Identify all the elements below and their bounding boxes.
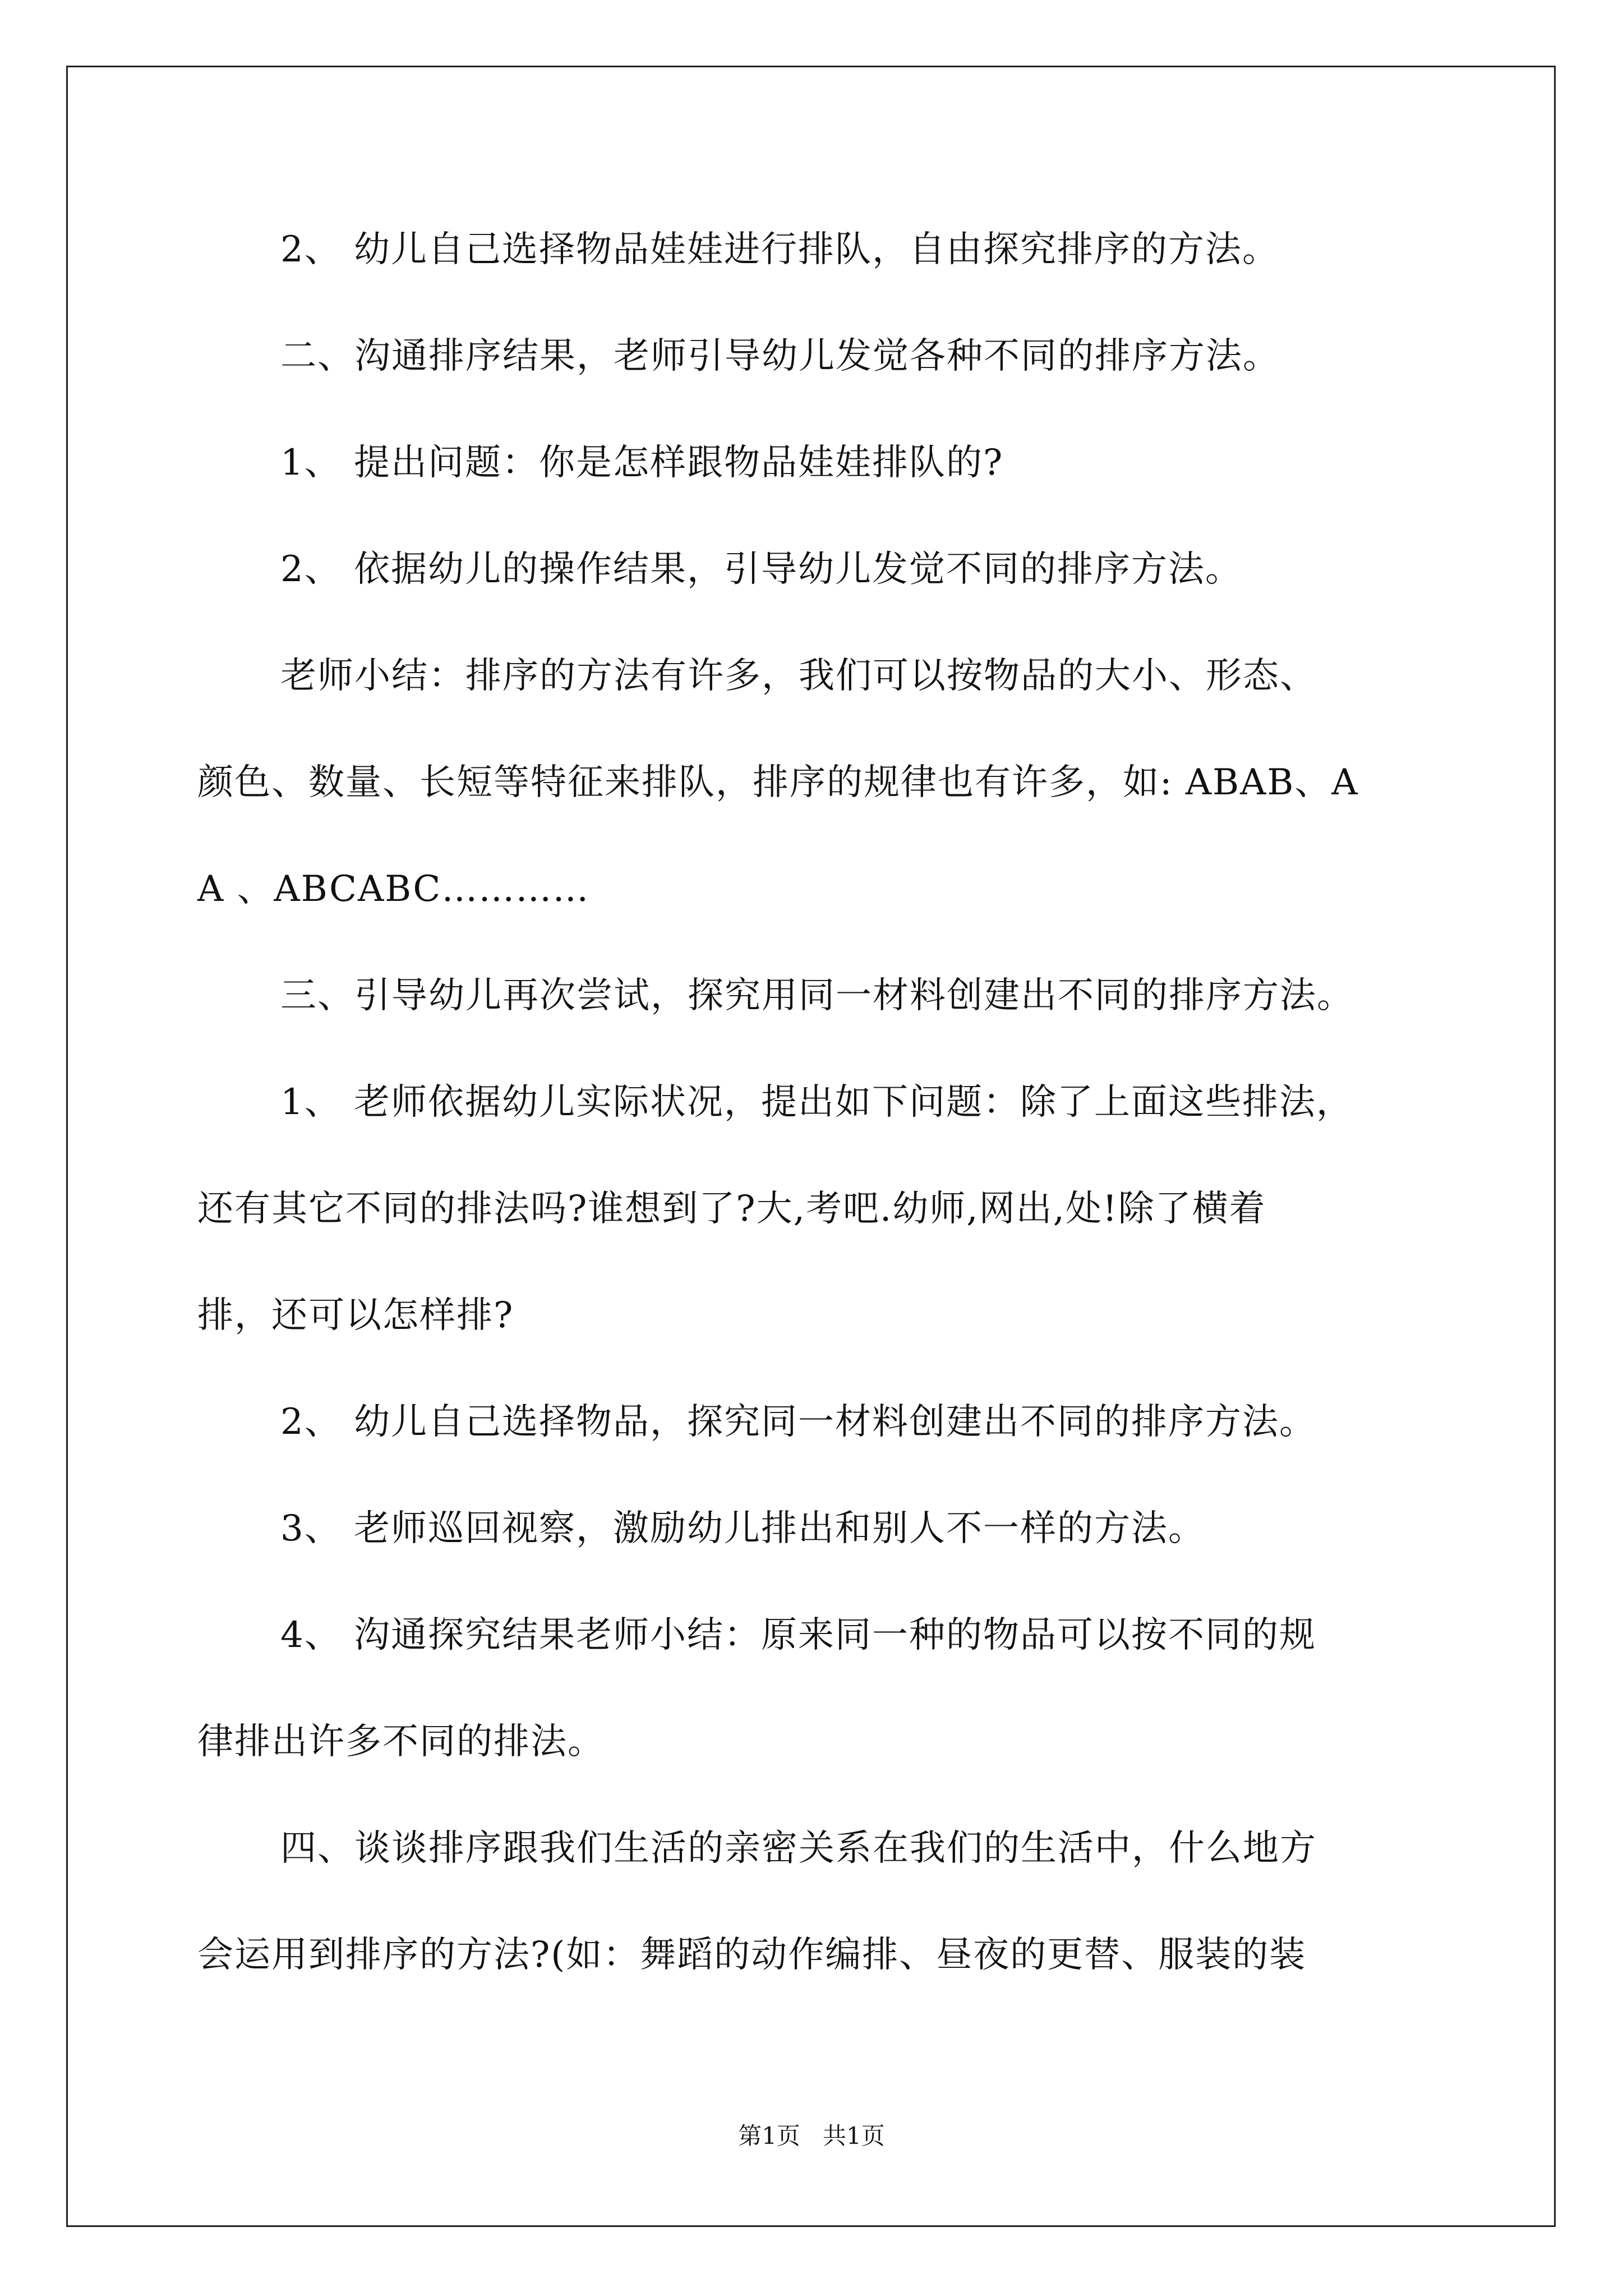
paragraph-line: 2、 依据幼儿的操作结果，引导幼儿发觉不同的排序方法。 [280, 549, 1243, 590]
paragraph-line: 还有其它不同的排法吗?谁想到了?大,考吧.幼师,网出,处!除了横着 [197, 1188, 1266, 1230]
page-border [66, 66, 1556, 2227]
paragraph-line: 2、 幼儿自己选择物品，探究同一材料创建出不同的排序方法。 [280, 1401, 1317, 1443]
paragraph-line: 3、 老师巡回视察，激励幼儿排出和别人不一样的方法。 [280, 1508, 1206, 1549]
paragraph-line: 1、 老师依据幼儿实际状况，提出如下问题：除了上面这些排法， [280, 1082, 1354, 1123]
paragraph-line: A 、ABCABC………… [197, 868, 590, 910]
paragraph-line: 老师小结：排序的方法有许多，我们可以按物品的大小、形态、 [280, 655, 1317, 697]
paragraph-line: 1、 提出问题：你是怎样跟物品娃娃排队的? [280, 442, 1004, 484]
paragraph-line: 排，还可以怎样排? [197, 1295, 514, 1336]
section-heading: 三、引导幼儿再次尝试，探究用同一材料创建出不同的排序方法。 [280, 975, 1354, 1016]
paragraph-line: 2、 幼儿自己选择物品娃娃进行排队，自由探究排序的方法。 [280, 229, 1280, 270]
page-footer: 第1页 共1页 [738, 2122, 885, 2150]
section-heading: 四、谈谈排序跟我们生活的亲密关系在我们的生活中，什么地方 [280, 1828, 1317, 1869]
paragraph-line: 颜色、数量、长短等特征来排队，排序的规律也有许多，如: ABAB、A [197, 762, 1359, 803]
paragraph-line: 4、 沟通探究结果老师小结：原来同一种的物品可以按不同的规 [280, 1614, 1317, 1656]
section-heading: 二、沟通排序结果，老师引导幼儿发觉各种不同的排序方法。 [280, 335, 1280, 377]
paragraph-line: 律排出许多不同的排法。 [197, 1721, 605, 1763]
paragraph-line: 会运用到排序的方法?(如：舞蹈的动作编排、昼夜的更替、服装的装 [197, 1934, 1307, 1976]
